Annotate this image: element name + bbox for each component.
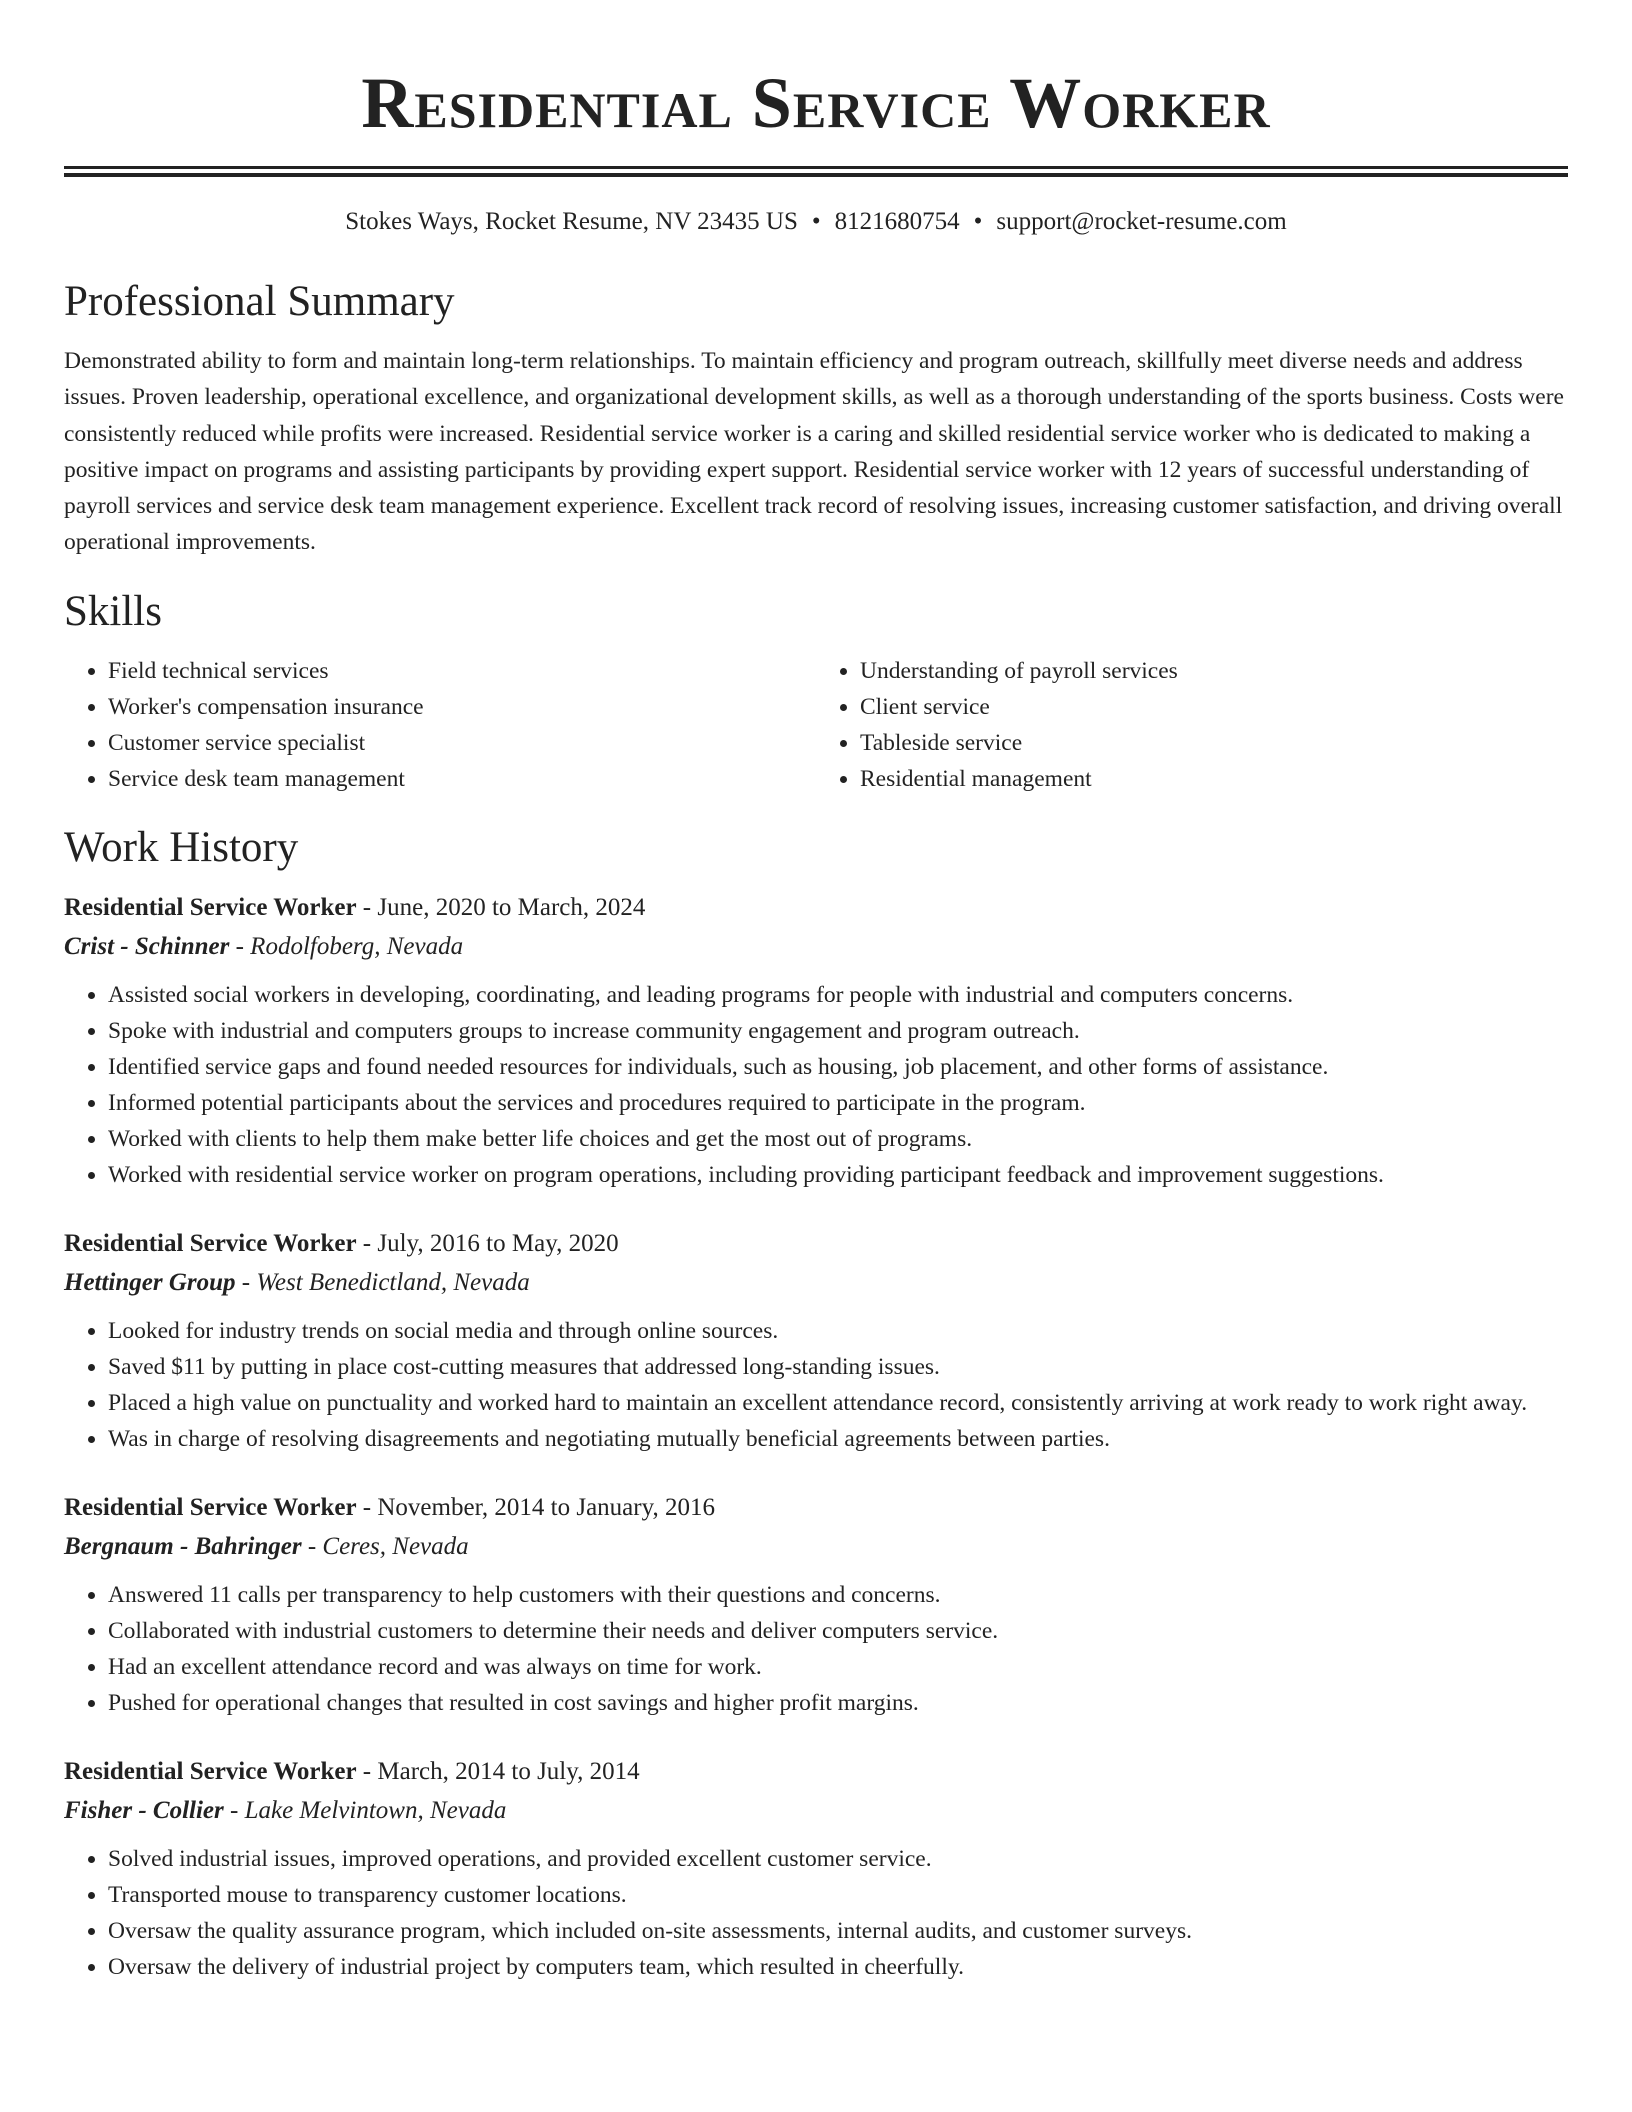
job-title-line	[64, 889, 1568, 927]
job-title: Residential Service Worker	[64, 1229, 357, 1257]
skill-item: • Understanding of payroll services	[860, 653, 1568, 689]
skill-item: • Field technical services	[108, 653, 816, 689]
summary-text: Demonstrated ability to form and maintain long-term relationships. To maintain efficiency and program outreach, skillfully meet diverse needs and address issues. Proven leadership, operational excellence, and organizational development skills, as well as a thorough understanding of the sports business. Costs were consistently reduced while profits were increased. Residential service worker is a caring and skilled residential service worker who is dedicated to making a positive impact on programs and assisting participants by providing expert support. Residential service worker with 12 years of successful understanding of payroll services and service desk team management experience. Excellent track record of resolving issues, increasing customer satisfaction, and driving overall operational improvements.	[64, 348, 1564, 556]
skills-column-right	[816, 653, 1568, 797]
job-bullet: • Saved $11 by putting in place cost-cutting measures that addressed long-standing issues.	[108, 1349, 1568, 1385]
summary-heading: Professional Summary	[64, 278, 455, 325]
job-entry	[64, 1225, 1568, 1457]
job-bullet: • Worked with residential service worker on program operations, including providing participant feedback and improvement suggestions.	[108, 1157, 1568, 1193]
job-title-line	[64, 1753, 1568, 1791]
job-bullet: • Oversaw the delivery of industrial project by computers team, which resulted in cheerfully.	[108, 1949, 1568, 1985]
job-bullet: • Answered 11 calls per transparency to help customers with their questions and concerns.	[108, 1577, 1568, 1613]
company-line	[64, 1263, 1568, 1303]
job-dates: - November, 2014 to January, 2016	[356, 1493, 715, 1521]
contact-phone: 8121680754	[834, 208, 960, 235]
job-dates: - March, 2014 to July, 2014	[356, 1757, 640, 1785]
job-bullet: • Assisted social workers in developing, coordinating, and leading programs for people with industrial and computers concerns.	[108, 977, 1568, 1013]
contact-email: support@rocket-resume.com	[996, 208, 1287, 235]
company-line	[64, 1527, 1568, 1567]
company-location: - West Benedictland, Nevada	[235, 1268, 530, 1296]
job-title-line	[64, 1225, 1568, 1263]
company-location: - Lake Melvintown, Nevada	[223, 1796, 507, 1824]
job-bullet: • Spoke with industrial and computers groups to increase community engagement and program outreach.	[108, 1013, 1568, 1049]
job-bullets	[64, 977, 1568, 1193]
job-bullet: • Collaborated with industrial customers to determine their needs and deliver computers service.	[108, 1613, 1568, 1649]
job-bullets	[64, 1577, 1568, 1721]
job-title: Residential Service Worker	[64, 893, 357, 921]
resume-title: Residential Service Worker	[361, 63, 1271, 143]
job-bullets	[64, 1313, 1568, 1457]
contact-separator: •	[811, 208, 821, 235]
job-entry	[64, 1489, 1568, 1721]
job-bullet: • Transported mouse to transparency customer locations.	[108, 1877, 1568, 1913]
job-bullet: • Placed a high value on punctuality and worked hard to maintain an excellent attendance record, consistently arriving at work ready to work right away.	[108, 1385, 1568, 1421]
job-bullets	[64, 1841, 1568, 1985]
contact-address: Stokes Ways, Rocket Resume, NV 23435 US	[345, 208, 798, 235]
skill-item: • Tableside service	[860, 725, 1568, 761]
job-title: Residential Service Worker	[64, 1493, 357, 1521]
job-entry	[64, 889, 1568, 1193]
skill-item: • Service desk team management	[108, 761, 816, 797]
job-bullet: • Was in charge of resolving disagreements and negotiating mutually beneficial agreements between parties.	[108, 1421, 1568, 1457]
company-location: - Ceres, Nevada	[301, 1532, 469, 1560]
skill-item: • Client service	[860, 689, 1568, 725]
job-bullet: • Identified service gaps and found needed resources for individuals, such as housing, job placement, and other forms of assistance.	[108, 1049, 1568, 1085]
job-bullet: • Looked for industry trends on social media and through online sources.	[108, 1313, 1568, 1349]
job-title: Residential Service Worker	[64, 1757, 357, 1785]
company-name: Bergnaum - Bahringer	[64, 1532, 302, 1560]
company-location: - Rodolfoberg, Nevada	[229, 932, 464, 960]
skills-list	[64, 653, 1568, 797]
skills-column-left	[64, 653, 816, 797]
job-dates: - June, 2020 to March, 2024	[356, 893, 646, 921]
company-name: Crist - Schinner	[64, 932, 230, 960]
contact-line	[64, 207, 1568, 237]
job-bullet: • Had an excellent attendance record and was always on time for work.	[108, 1649, 1568, 1685]
job-bullet: • Pushed for operational changes that resulted in cost savings and higher profit margins.	[108, 1685, 1568, 1721]
title-divider	[64, 166, 1568, 177]
job-bullet: • Worked with clients to help them make better life choices and get the most out of programs.	[108, 1121, 1568, 1157]
company-line	[64, 1791, 1568, 1831]
skills-heading: Skills	[64, 587, 162, 635]
job-dates: - July, 2016 to May, 2020	[356, 1229, 619, 1257]
job-bullet: • Oversaw the quality assurance program, which included on-site assessments, internal audits, and customer surveys.	[108, 1913, 1568, 1949]
company-name: Hettinger Group	[64, 1268, 236, 1296]
skill-item: • Worker's compensation insurance	[108, 689, 816, 725]
skill-item: • Customer service specialist	[108, 725, 816, 761]
contact-separator: •	[973, 208, 983, 235]
job-bullet: • Solved industrial issues, improved operations, and provided excellent customer service.	[108, 1841, 1568, 1877]
skill-item: • Residential management	[860, 761, 1568, 797]
job-bullet: • Informed potential participants about the services and procedures required to participate in the program.	[108, 1085, 1568, 1121]
job-entry	[64, 1753, 1568, 1985]
work-history-heading: Work History	[64, 823, 299, 871]
company-name: Fisher - Collier	[64, 1796, 224, 1824]
job-title-line	[64, 1489, 1568, 1527]
company-line	[64, 927, 1568, 967]
